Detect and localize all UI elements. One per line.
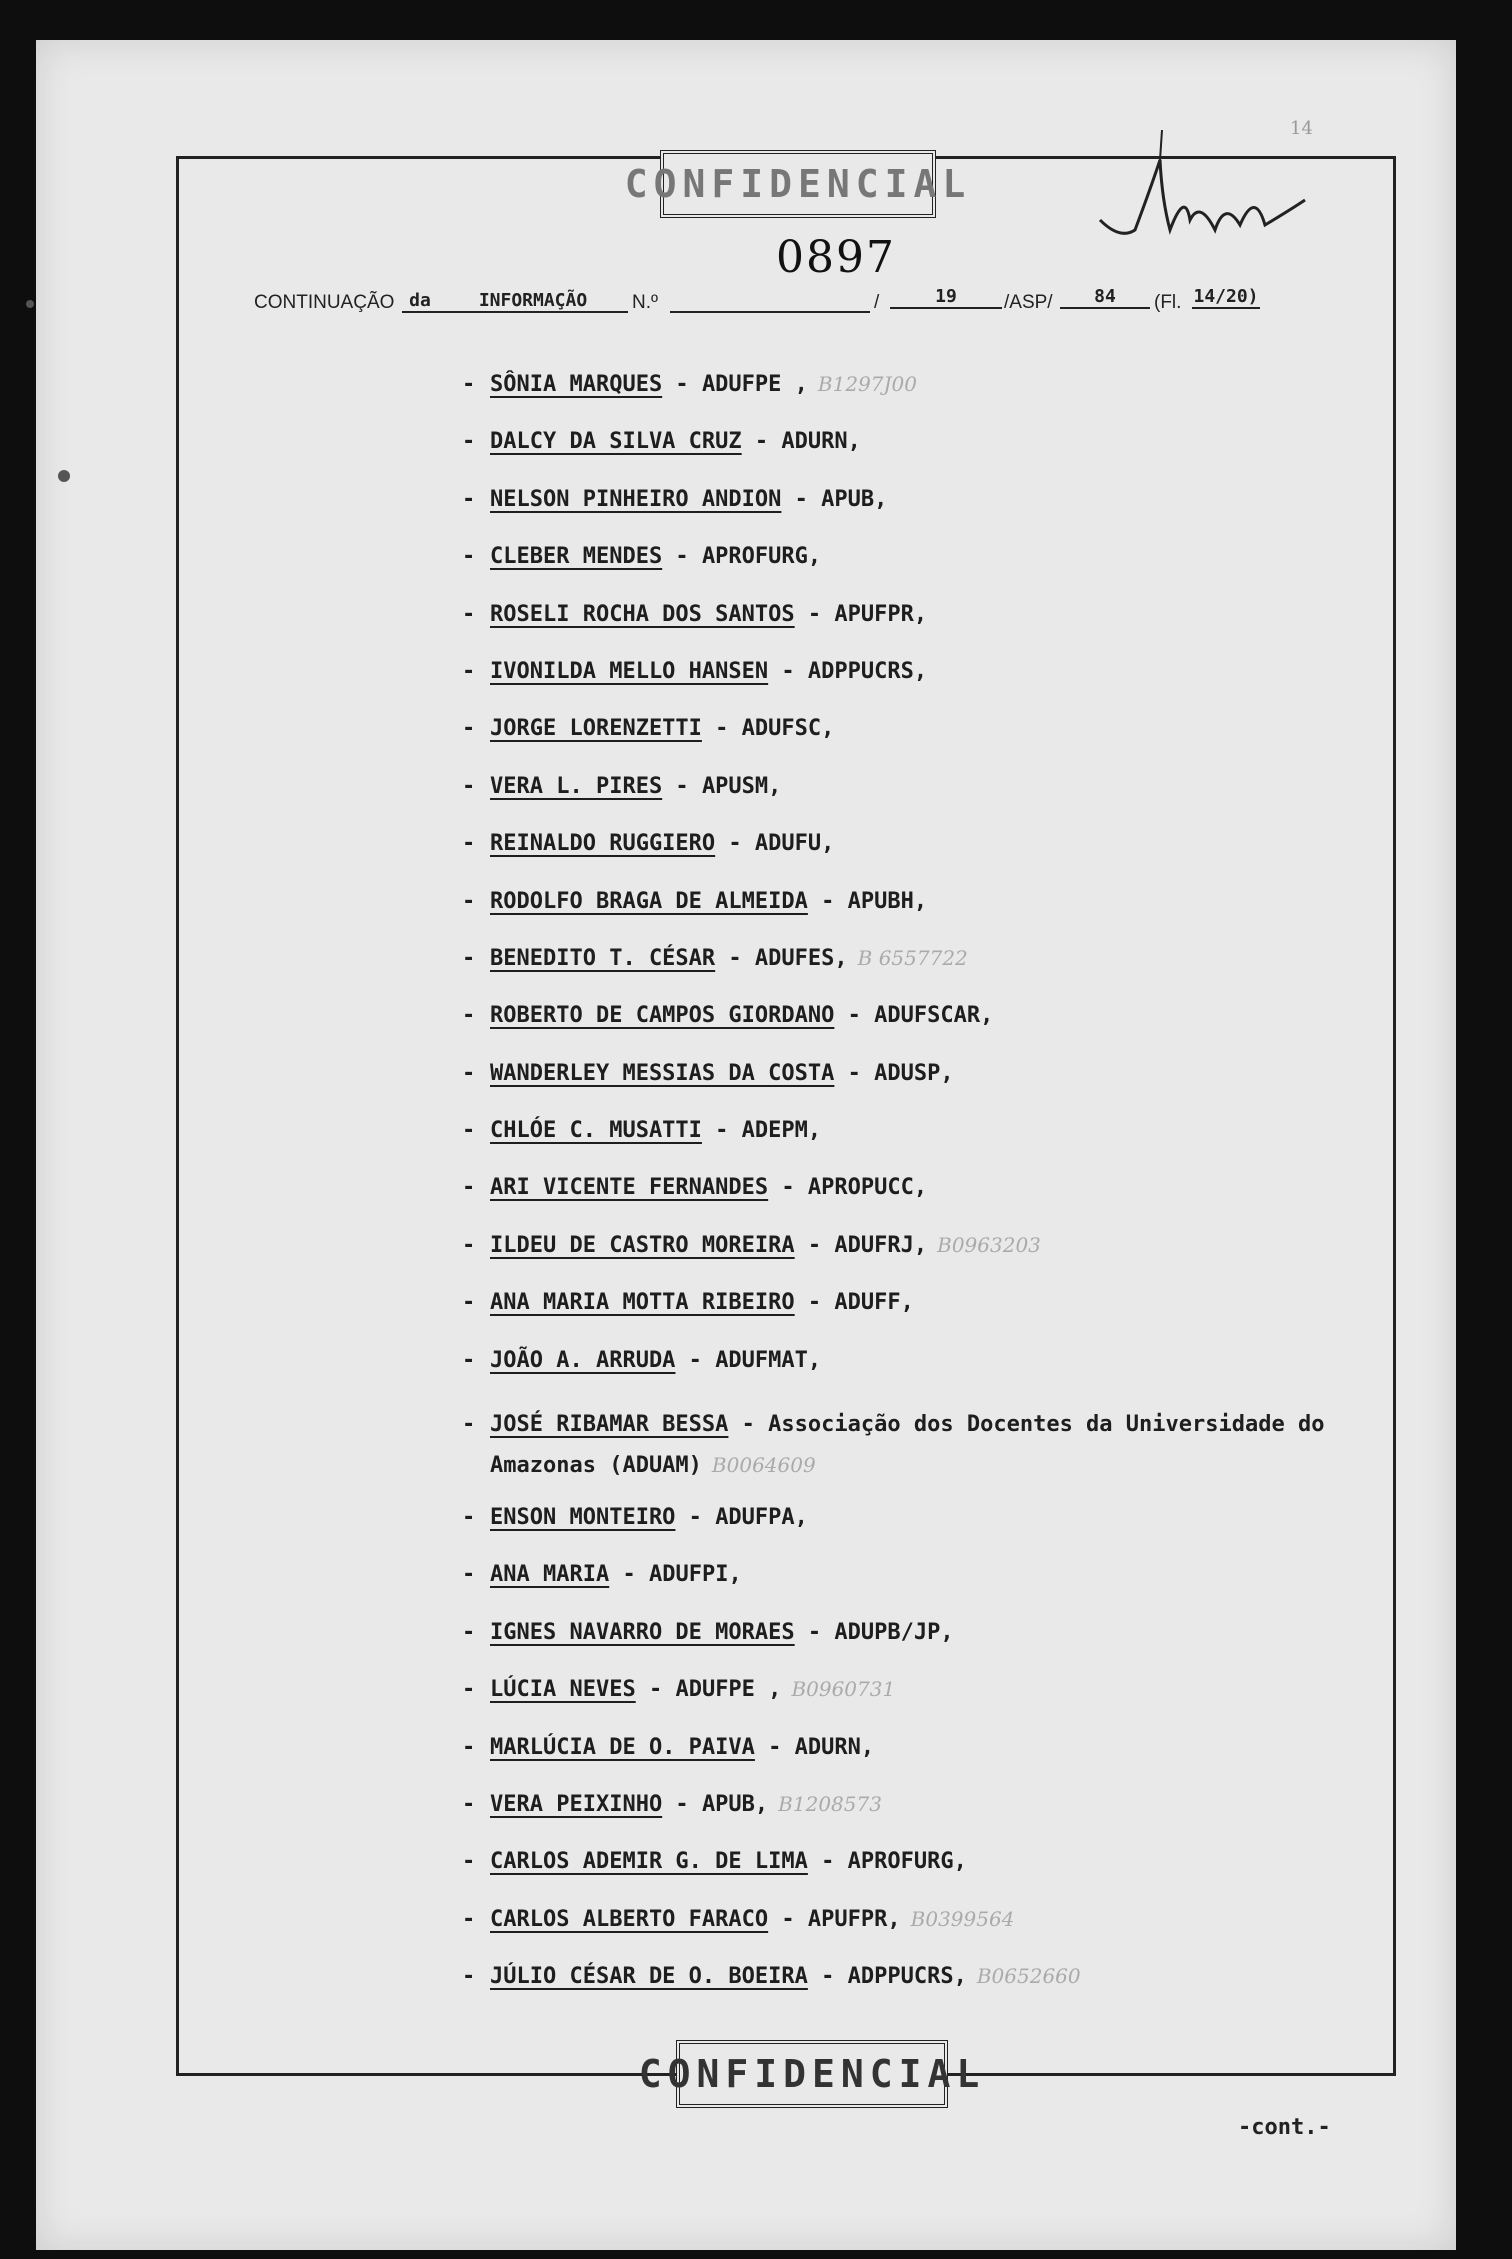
member-name: SÔNIA MARQUES [490, 372, 663, 397]
member-association: ADUFPI [648, 1562, 729, 1588]
list-item [462, 601, 1370, 659]
separator: - [768, 658, 808, 684]
separator: - [834, 1060, 875, 1086]
list-item [462, 1003, 1370, 1060]
scan-speck [58, 470, 70, 482]
member-association: ADPPUCRS [847, 1964, 954, 1990]
list-item [462, 945, 1370, 1003]
entry-punctuation: , [940, 1060, 954, 1086]
list-item [462, 658, 1370, 716]
entry-punctuation: , [754, 1791, 769, 1817]
separator: - [701, 1118, 742, 1144]
separator: - [662, 773, 702, 799]
member-name: ROSELI ROCHA DOS SANTOS [490, 601, 795, 627]
separator: - [701, 716, 742, 742]
member-association: ADUSP [874, 1060, 941, 1086]
list-bullet: - [462, 601, 476, 627]
member-name: CARLOS ADEMIR G. DE LIMA [490, 1849, 808, 1875]
member-name: CHLÓE C. MUSATTI [490, 1118, 702, 1144]
separator: - [794, 601, 835, 627]
list-item [462, 1619, 1370, 1677]
list-item [462, 1791, 1370, 1849]
entry-punctuation: , [728, 1562, 742, 1588]
entry-punctuation: , [860, 1734, 875, 1760]
member-association: APUFPR [834, 601, 914, 627]
separator: - [675, 1347, 716, 1373]
entry-punctuation: , [940, 1619, 954, 1645]
separator: - [807, 1964, 848, 1990]
list-bullet: - [462, 1232, 476, 1258]
entry-punctuation: , [913, 658, 928, 684]
member-association: ADUFPA [715, 1505, 795, 1531]
entry-punctuation: , [754, 1677, 782, 1703]
separator: - [728, 1412, 769, 1438]
entry-punctuation: , [807, 1347, 822, 1373]
list-item [462, 429, 1370, 486]
member-name: ANA MARIA MOTTA RIBEIRO [490, 1290, 795, 1316]
separator: - [609, 1562, 649, 1588]
member-association: APUB [701, 1791, 755, 1817]
member-name: JOSÉ RIBAMAR BESSA [490, 1412, 729, 1438]
handwritten-note: B0064609 [711, 1453, 816, 1478]
list-bullet: - [462, 773, 476, 799]
header-doc-type: INFORMAÇÃO [438, 290, 628, 313]
header-fl-label: (Fl. [1154, 292, 1182, 313]
entry-punctuation: , [847, 429, 861, 455]
member-association: ADEPM [741, 1118, 808, 1144]
list-item [462, 1405, 1370, 1505]
member-association: Associação dos Docentes da Universidade do Amazonas (ADUAM) [490, 1412, 1325, 1479]
member-name: VERA L. PIRES [490, 773, 663, 799]
list-bullet: - [462, 945, 476, 971]
member-association: APROFURG [701, 544, 808, 570]
entry-punctuation: , [913, 888, 928, 914]
scan-speck [26, 300, 34, 308]
member-name: JOÃO A. ARRUDA [490, 1347, 676, 1373]
list-bullet: - [462, 1964, 476, 1990]
member-name: MARLÚCIA DE O. PAIVA [490, 1734, 755, 1760]
member-association: ADPPUCRS [807, 658, 914, 684]
entry-punctuation: , [900, 1290, 914, 1316]
separator: - [768, 1175, 808, 1201]
list-item [462, 1232, 1370, 1290]
header-page: 14/20) [1193, 286, 1259, 307]
handwritten-note: B0399564 [910, 1906, 1015, 1931]
list-item [462, 1290, 1370, 1347]
list-bullet: - [462, 1849, 476, 1875]
member-name: VERA PEIXINHO [490, 1791, 663, 1817]
entry-punctuation: , [953, 1849, 967, 1875]
handwritten-note: B1208573 [778, 1791, 882, 1816]
list-item [462, 1347, 1370, 1405]
list-bullet: - [462, 831, 476, 857]
document-number: 0897 [776, 232, 896, 283]
header-slash: / [874, 292, 880, 313]
separator: - [662, 1791, 702, 1817]
list-item [462, 1175, 1370, 1232]
list-item [462, 1060, 1370, 1118]
entry-punctuation: , [794, 1505, 808, 1531]
header-year: 19 [890, 286, 1002, 309]
separator: - [794, 1290, 835, 1316]
document-header [254, 270, 1374, 320]
corner-page-note: 14 [1290, 118, 1313, 139]
header-number-field [670, 290, 870, 313]
separator: - [715, 831, 755, 857]
member-name: CARLOS ALBERTO FARACO [490, 1906, 769, 1932]
list-bullet: - [462, 1290, 476, 1316]
member-association: ADUFES [754, 945, 835, 971]
list-bullet: - [462, 1619, 476, 1645]
list-bullet: - [462, 1060, 476, 1086]
list-item [462, 486, 1370, 544]
entry-punctuation: , [834, 945, 848, 971]
list-bullet: - [462, 658, 476, 684]
entry-punctuation: , [913, 1232, 928, 1258]
list-bullet: - [462, 1906, 476, 1932]
list-item [462, 544, 1370, 601]
handwritten-note: B0963203 [937, 1232, 1041, 1257]
list-bullet: - [462, 1003, 476, 1029]
list-bullet: - [462, 1505, 476, 1531]
member-association: ADUFU [754, 831, 822, 857]
member-association: APUBH [847, 888, 914, 914]
member-name: BENEDITO T. CÉSAR [490, 945, 716, 971]
separator: - [807, 1849, 848, 1875]
member-association: ADUFPE [675, 1677, 755, 1703]
entry-punctuation: , [874, 486, 888, 512]
separator: - [807, 888, 848, 914]
member-name: IGNES NAVARRO DE MORAES [490, 1619, 795, 1645]
entry-punctuation: , [953, 1964, 967, 1990]
member-association: ADURN [781, 429, 848, 455]
member-list [462, 372, 1370, 2022]
member-association: ADUFPE [701, 372, 782, 397]
entry-punctuation: , [768, 773, 782, 799]
list-item [462, 888, 1370, 946]
member-association: ADUFRJ [834, 1232, 914, 1258]
list-bullet: - [462, 429, 476, 455]
entry-punctuation: , [821, 716, 835, 742]
list-bullet: - [462, 372, 476, 397]
entry-punctuation: , [913, 1175, 928, 1201]
handwritten-note: B 6557722 [857, 945, 968, 970]
list-bullet: - [462, 486, 476, 512]
separator: - [675, 1505, 716, 1531]
confidential-stamp-top: CONFIDENCIAL [660, 150, 936, 218]
member-association: ADUFSC [741, 716, 822, 742]
list-bullet: - [462, 1791, 476, 1817]
member-name: NELSON PINHEIRO ANDION [490, 486, 782, 512]
list-item [462, 831, 1370, 888]
list-bullet: - [462, 1347, 476, 1373]
member-association: APROPUCC [807, 1175, 914, 1201]
header-asp-year: 84 [1060, 286, 1150, 309]
header-continuation: CONTINUAÇÃO [254, 292, 395, 313]
entry-punctuation: , [807, 1118, 822, 1144]
member-association: ADUFMAT [715, 1347, 808, 1373]
header-asp-label: /ASP/ [1004, 292, 1053, 313]
list-item [462, 1118, 1370, 1175]
member-name: ILDEU DE CASTRO MOREIRA [490, 1232, 795, 1258]
member-name: ANA MARIA [490, 1562, 610, 1588]
handwritten-note: B1297J00 [817, 372, 917, 396]
separator: - [768, 1906, 808, 1932]
member-association: APUSM [701, 773, 769, 799]
header-da: da [402, 290, 438, 313]
separator: - [794, 1232, 835, 1258]
member-name: JORGE LORENZETTI [490, 716, 702, 742]
separator: - [834, 1003, 875, 1029]
separator: - [635, 1677, 676, 1703]
entry-punctuation: , [913, 601, 928, 627]
member-name: RODOLFO BRAGA DE ALMEIDA [490, 888, 808, 914]
separator: - [794, 1619, 835, 1645]
member-name: IVONILDA MELLO HANSEN [490, 658, 769, 684]
list-item [462, 716, 1370, 773]
separator: - [715, 945, 755, 971]
separator: - [754, 1734, 795, 1760]
list-bullet: - [462, 716, 476, 742]
separator: - [741, 429, 782, 455]
member-association: ADUPB/JP [834, 1619, 941, 1645]
list-item [462, 1677, 1370, 1734]
entry-punctuation: , [887, 1906, 901, 1932]
member-association: ADUFF [834, 1290, 901, 1316]
list-bullet: - [462, 1175, 476, 1201]
list-item [462, 773, 1370, 831]
handwritten-signature [1090, 130, 1350, 270]
member-name: JÚLIO CÉSAR DE O. BOEIRA [490, 1964, 808, 1990]
list-item [462, 1505, 1370, 1562]
entry-punctuation: , [980, 1003, 994, 1029]
confidential-stamp-bottom: CONFIDENCIAL [676, 2040, 948, 2108]
member-name: WANDERLEY MESSIAS DA COSTA [490, 1060, 835, 1086]
member-name: ARI VICENTE FERNANDES [490, 1175, 769, 1201]
list-bullet: - [462, 1562, 476, 1588]
separator: - [662, 544, 702, 570]
entry-punctuation: , [821, 831, 835, 857]
member-association: APUFPR [807, 1906, 888, 1932]
list-bullet: - [462, 1677, 476, 1703]
list-bullet: - [462, 1734, 476, 1760]
entry-punctuation: , [807, 544, 822, 570]
member-association: APUB [821, 486, 875, 512]
member-association: APROFURG [847, 1849, 954, 1875]
list-bullet: - [462, 1412, 476, 1438]
list-bullet: - [462, 888, 476, 914]
header-number-label: N.º [632, 292, 658, 313]
list-item [462, 372, 1370, 429]
member-name: LÚCIA NEVES [490, 1677, 636, 1703]
member-name: ROBERTO DE CAMPOS GIORDANO [490, 1003, 835, 1029]
list-item [462, 1562, 1370, 1619]
member-name: REINALDO RUGGIERO [490, 831, 716, 857]
handwritten-note: B0960731 [791, 1677, 896, 1702]
list-bullet: - [462, 1118, 476, 1144]
member-association: ADURN [794, 1734, 861, 1760]
continued-marker: -cont.- [1238, 2115, 1331, 2140]
entry-punctuation: , [781, 372, 808, 397]
list-bullet: - [462, 544, 476, 570]
list-item [462, 1906, 1370, 1964]
member-name: ENSON MONTEIRO [490, 1505, 676, 1531]
handwritten-note: B0652660 [976, 1964, 1081, 1989]
member-name: DALCY DA SILVA CRUZ [490, 429, 742, 455]
separator: - [781, 486, 822, 512]
member-name: CLEBER MENDES [490, 544, 663, 570]
list-item [462, 1964, 1370, 2021]
member-association: ADUFSCAR [874, 1003, 981, 1029]
list-item [462, 1849, 1370, 1906]
separator: - [662, 372, 702, 397]
list-item [462, 1734, 1370, 1792]
